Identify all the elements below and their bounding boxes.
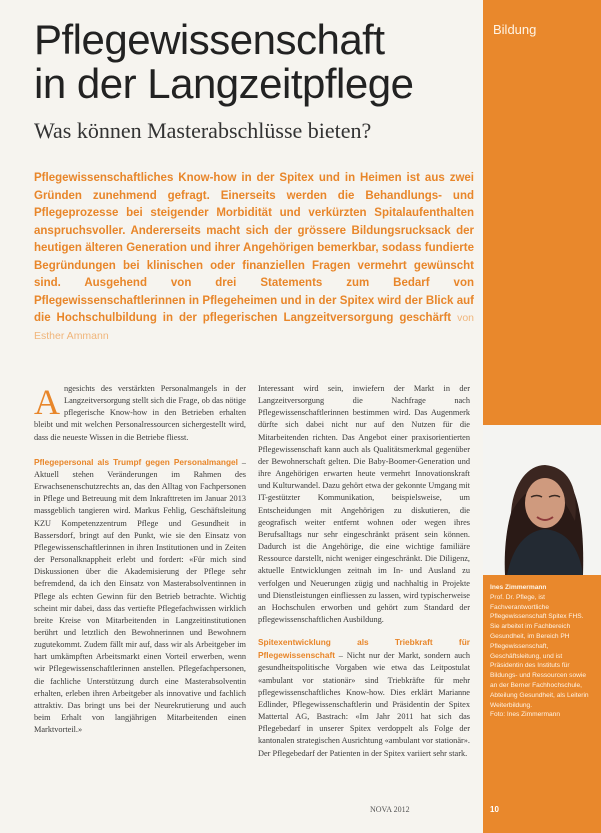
body-text-left: – Aktuell stehen Veränderungen im Rahmen des Erwachsenenschutzrechts an, das den Alltag von Fachpersonen in Pflege und Betreuung mit dem Inkrafttreten im Januar 2013 massgeblich tangieren wird. Markus Fehlig, Geschäftsleitung KZU Kompetenzzentrum Pflege und Gesundheit in Bassersdorf, bringt auf den Punkt, wie sie den Einsatz von Pflegewissenschaftlerinnen in ihren Institutionen und in Zeiten der Personalknappheit erlebt und fordert: «Für mich sind Diskussionen über die Akademisierung der Pflege sehr befremdend, da ich den Einsatz von Masterabsolventinnen in Pflege als echten Gewinn für den Betrieb betrachte. Wichtig scheint mir dabei, dass das vertiefte Pflegefachwissen wirklich breite Kreise von Mitarbeitenden in Langzeitinstitutionen berührt und letztlich den Bewohnerinnen und Bewohnern zugutekommt. Zudem fällt mir auf, dass wir als Arbeitgeber im hart umkämpften Arbeitsmarkt einen Vorteil erwerben, wenn wir Pflegewissenschaftlerinnen anstellen. Pflegefachpersonen, die fachliche Unterstützung durch eine Masterabsolventin erhalten, erleben ihren Arbeitgeber als innovative und fachlich attraktiv. Das bringt uns bei der Neurekrutierung und auch beim Erhalt von langjährigen Mitarbeitenden einen Marktvorteil.» [34, 457, 246, 735]
subheading-right: Spitexentwicklung als Triebkraft für Pflegewissenschaft [258, 637, 470, 661]
article-title [34, 18, 474, 106]
title-line-2: in der Langzeitpflege [34, 60, 414, 107]
article-subtitle: Was können Masterabschlüsse bieten? [34, 118, 372, 143]
journal-issue: 2012 [393, 805, 410, 814]
caption-credit: Foto: Ines Zimmermann [490, 711, 560, 719]
body-paragraph-right-1: Interessant wird sein, inwiefern der Markt in der Langzeitversorgung die Nachfrage nach Pflegewissenschaftlerinnen bestimmen wird. Das Augenmerk dürfte sich dabei nicht nur auf den Nutzen für die Mitarbeitenden richten. Das Angebot einer praxisorientierten Pflegewissenschaft kann auch als Qualitätsmerkmal gegenüber der Bewohnerschaft gelten. Die Baby-Boomer-Generation und ihre Angehörigen erwarten heute vermehrt Innovationskraft und Kulturwandel. Dazu gehört etwa der gekonnte Umgang mit IT-gestützter Kommunikation, beispielsweise, um Entscheidungen mit Angehörigen zu diskutieren, die geografisch weiter entfernt wohnen oder wegen ihres Berufsalltags nur sehr eingeschränkt präsent sein können. Dadurch ist die Angehörige, die eine wichtige familiäre Ressource darstellt, nicht weniger eingeschränkt. Die Diligenz, aktuelle Entwicklungen zeitnah im In- und Ausland zu verfolgen und Neuerungen zügig und nachhaltig in Projekte und Dienstleistungen einfliessen zu lassen, wird typischerweise an Hochschulen erworben und gehört zum Standard der pflegewissenschaftlichen Ausbildung. [258, 384, 470, 624]
journal-name: NOVA [370, 805, 392, 814]
author-byline: von Esther Ammann [34, 312, 474, 342]
journal-footer [370, 805, 410, 814]
page-number: 10 [490, 805, 499, 814]
intro-paragraph [34, 383, 246, 444]
caption-text: Prof. Dr. Pflege, ist Fachverantwortliche Pflegewissenschaft Spitex FHS. Sie arbeitet im Fachbereich Gesundheit, im Bereich PH Pflegewissenschaft, Geschäftsleitung, und ist Präsidentin des Instituts für Bildungs- und Ressourcen sowie an der Berner Fachhochschule, Abteilung Gesundheit, als Leiterin Weiterbildung. [490, 593, 589, 709]
lead-text: Pflegewissenschaftliches Know-how in der Spitex und in Heimen ist aus zwei Gründen zunehmend gefragt. Einerseits werden die Behandlungs- und Pflegeprozesse bei steigender Morbidität und verkürzten Spitalaufenthalten anspruchsvoller. Andererseits macht sich der grössere Bildungsrucksack der heutigen älteren Generation und ihrer Angehörigen bemerkbar, sodass fundierte Begründungen bei klinischen oder finanziellen Fragen vermehrt gewünscht sind. Ausgehend von drei Statements zum Bedarf von Pflegewissenschaftlerinnen in Pflegeheimen und in der Spitex wird der Blick auf die Hochschulbildung in der pflegerischen Langzeitversorgung geschärft [34, 172, 474, 324]
portrait-caption [490, 583, 594, 720]
section-paragraph-left [34, 456, 246, 737]
article-column-left [34, 383, 246, 795]
subheading-left: Pflegepersonal als Trumpf gegen Personalmangel [34, 456, 238, 467]
title-line-1: Pflegewissenschaft [34, 16, 385, 63]
author-portrait-photo [483, 425, 601, 575]
body-text-right-2: – Nicht nur der Markt, sondern auch gesundheitspolitische Vorgaben wie etwa das Leitpostulat «ambulant vor stationär» sind Triebkräfte für mehr pflegewissenschaftliches Know-how. Dies erklärt Marianne Edlinder, Pflegewissenschaftlerin und Präsidentin der Spitex Mattertal AG, Bastrach: «Im Jahr 2011 hat sich das Pflegebedarf in unserer Spitex verdoppelt als Folge der kantonalen strategischen Ausrichtung «ambulant vor stationär». Der Pflegebedarf der Patienten in der Spitex variiert sehr stark. [258, 651, 470, 758]
section-tag: Bildung [493, 22, 537, 37]
lead-paragraph [34, 170, 474, 345]
caption-name: Ines Zimmermann [490, 584, 547, 591]
drop-cap: A [34, 383, 60, 422]
article-column-right [258, 383, 470, 795]
intro-text: ngesichts des verstärkten Personalmangels in der Langzeitversorgung stellt sich die Frage, ob das nötige pflegerische Know-how in den Betrieben erhalten bleibt und mit welchen Personalressourcen sichergestellt wird, dass die neueste Wissen in die Betriebe fliesst. [34, 384, 246, 442]
section-paragraph-right [258, 636, 470, 760]
